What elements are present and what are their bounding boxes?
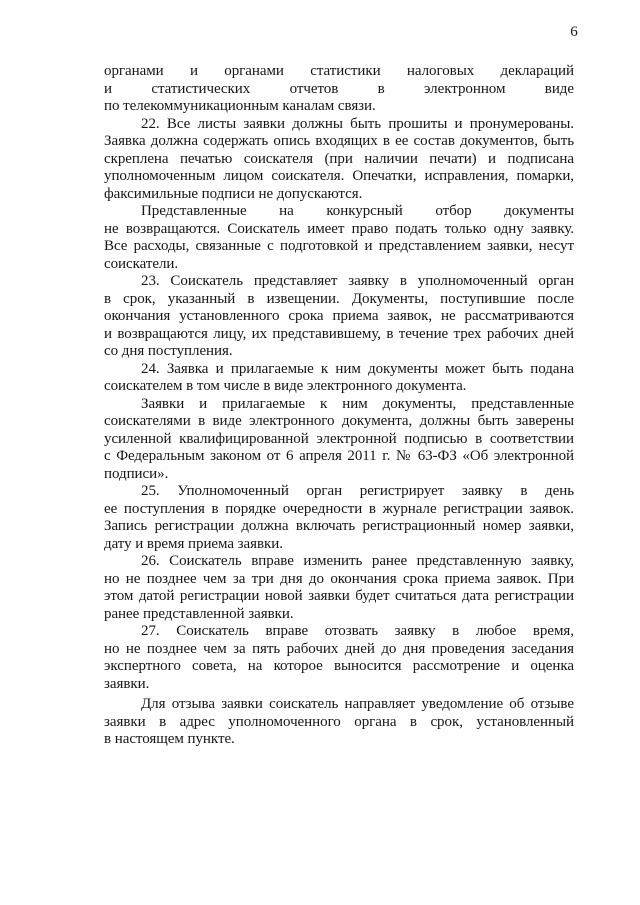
document-body xyxy=(104,63,574,749)
text-line: подписи». xyxy=(104,465,169,482)
text-line: 25. Уполномоченный орган регистрирует заявку в день xyxy=(141,483,574,499)
paragraph xyxy=(104,361,574,396)
text-line: 27. Соискатель вправе отозвать заявку в любое время, xyxy=(141,623,574,639)
text-line: дату и время приема заявки. xyxy=(104,535,283,552)
text-line: не возвращаются. Соискатель имеет право подать только одну заявку. xyxy=(104,220,574,237)
text-line: уполномоченным лицом соискателя. Опечатки, исправления, помарки, xyxy=(104,168,574,184)
text-line: заявки в адрес уполномоченного органа в срок, установленный xyxy=(104,713,574,730)
text-line: Все расходы, связанные с подготовкой и представлением заявки, несут xyxy=(104,238,574,254)
paragraph xyxy=(104,63,574,116)
paragraph xyxy=(104,696,574,749)
text-line: соискатели. xyxy=(104,255,179,272)
text-line: и возвращаются лицу, их представившему, в течение трех рабочих дней xyxy=(104,325,574,342)
paragraph xyxy=(104,483,574,553)
text-line: с Федеральным законом от 6 апреля 2011 г. № 63-ФЗ «Об электронной xyxy=(104,448,574,464)
paragraph xyxy=(104,553,574,623)
text-line: по телекоммуникационным каналам связи. xyxy=(104,98,376,114)
text-line: со дня поступления. xyxy=(104,343,233,359)
page-number: 6 xyxy=(570,24,578,40)
text-line: 23. Соискатель представляет заявку в уполномоченный орган xyxy=(141,273,574,289)
paragraph xyxy=(104,396,574,484)
text-line: 24. Заявка и прилагаемые к ним документы может быть подана xyxy=(141,360,574,377)
text-line: заявки. xyxy=(104,675,150,692)
text-line: в настоящем пункте. xyxy=(104,731,235,747)
text-line: скреплена печатью соискателя (при наличии печати) и подписана xyxy=(104,150,574,167)
text-line: экспертного совета, на которое выносится рассмотрение и оценка xyxy=(104,658,574,674)
text-line: в срок, указанный в извещении. Документы, поступившие после xyxy=(104,290,574,307)
paragraph xyxy=(104,623,574,693)
text-line: факсимильные подписи не допускаются. xyxy=(104,185,363,202)
text-line: но не позднее чем за три дня до окончания срока приема заявок. При xyxy=(104,570,574,587)
text-line: Для отзыва заявки соискатель направляет уведомление об отзыве xyxy=(141,696,574,712)
text-line: соискателями в виде электронного документа, должны быть заверены xyxy=(104,413,574,429)
text-line: этом датой регистрации новой заявки будет считаться дата регистрации xyxy=(104,588,574,604)
paragraph xyxy=(104,116,574,204)
text-line: органами и органами статистики налоговых деклараций xyxy=(104,63,574,79)
text-line: ее поступления в порядке очередности в журнале регистрации заявок. xyxy=(104,500,574,517)
text-line: Представленные на конкурсный отбор документы xyxy=(141,203,574,219)
text-line: усиленной квалифицированной электронной подписью в соответствии xyxy=(104,430,574,447)
paragraph xyxy=(104,273,574,361)
text-line: Запись регистрации должна включать регистрационный номер заявки, xyxy=(104,518,574,534)
text-line: окончания установленного срока приема заявок, не рассматриваются xyxy=(104,308,574,324)
text-line: и статистических отчетов в электронном виде xyxy=(104,80,574,97)
text-line: Заявки и прилагаемые к ним документы, представленные xyxy=(141,395,574,412)
text-line: Заявка должна содержать опись входящих в ее состав документов, быть xyxy=(104,133,574,149)
text-line: но не позднее чем за пять рабочих дней до дня проведения заседания xyxy=(104,640,574,657)
text-line: 26. Соискатель вправе изменить ранее представленную заявку, xyxy=(141,553,574,569)
text-line: 22. Все листы заявки должны быть прошиты и пронумерованы. xyxy=(141,115,574,132)
text-line: соискателем в том числе в виде электронного документа. xyxy=(104,378,467,394)
text-line: ранее представленной заявки. xyxy=(104,605,294,622)
paragraph xyxy=(104,203,574,273)
